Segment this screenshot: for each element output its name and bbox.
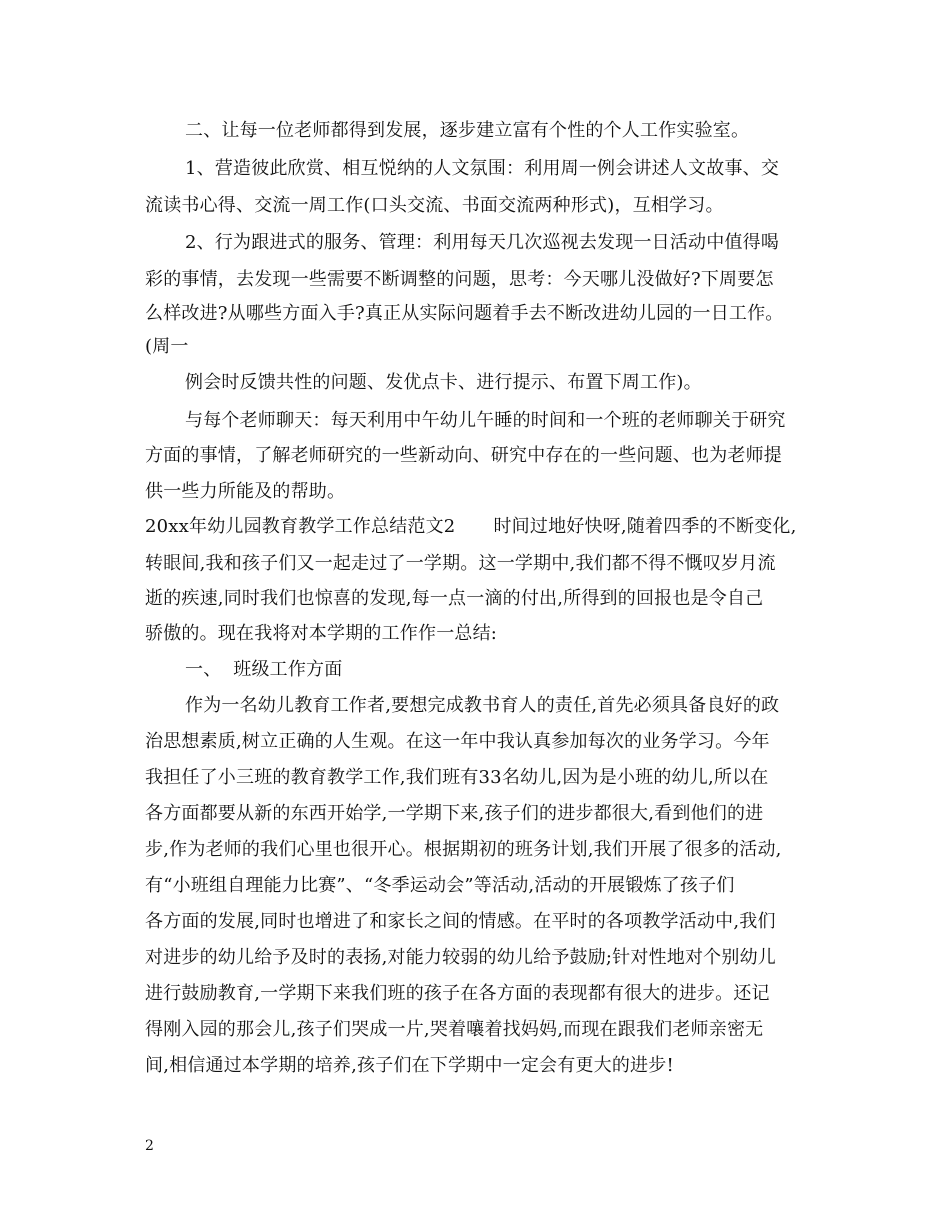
paragraph-line: 我担任了小三班的教育教学工作,我们班有33名幼儿,因为是小班的幼儿,所以在 xyxy=(145,767,769,788)
paragraph-line: (周一 xyxy=(145,336,189,357)
paragraph-line: 有“小班组自理能力比赛”、“冬季运动会”等活动,活动的开展锻炼了孩子们 xyxy=(145,875,735,896)
paragraph-line: 治思想素质,树立正确的人生观。在这一年中我认真参加每次的业务学习。今年 xyxy=(145,731,770,752)
paragraph-line: 各方面的发展,同时也增进了和家长之间的情感。在平时的各项教学活动中,我们 xyxy=(145,911,776,932)
paragraph-line: 进行鼓励教育,一学期下来我们班的孩子在各方面的表现都有很大的进步。还记 xyxy=(145,983,770,1004)
paragraph-line: 作为一名幼儿教育工作者,要想完成教书育人的责任,首先必须具备良好的政 xyxy=(185,695,780,716)
paragraph-line: 供一些力所能及的帮助。 xyxy=(145,481,346,502)
paragraph-line: 逝的疾速,同时我们也惊喜的发现,每一点一滴的付出,所得到的回报也是令自己 xyxy=(145,588,764,609)
paragraph-line: 与每个老师聊天：每天利用中午幼儿午睡的时间和一个班的老师聊关于研究 xyxy=(185,410,786,431)
section-title: 20xx年幼儿园教育教学工作总结范文2 xyxy=(145,516,456,537)
paragraph-text: 时间过地好快呀,随着四季的不断变化, xyxy=(493,516,797,537)
paragraph-line: 流读书心得、交流一周工作(口头交流、书面交流两种形式)，互相学习。 xyxy=(145,195,724,216)
paragraph-line: 2、行为跟进式的服务、管理：利用每天几次巡视去发现一日活动中值得喝 xyxy=(185,232,780,253)
paragraph-line: 彩的事情，去发现一些需要不断调整的问题，思考：今天哪儿没做好?下周要怎 xyxy=(145,269,774,290)
paragraph-line: 得刚入园的那会儿,孩子们哭成一片,哭着嚷着找妈妈,而现在跟我们老师亲密无 xyxy=(145,1019,764,1040)
paragraph-line: 方面的事情，了解老师研究的一些新动向、研究中存在的一些问题、也为老师提 xyxy=(145,445,782,466)
paragraph-line: 各方面都要从新的东西开始学,一学期下来,孩子们的进步都很大,看到他们的进 xyxy=(145,803,764,824)
paragraph-line: 么样改进?从哪些方面入手?真正从实际问题着手去不断改进幼儿园的一日工作。 xyxy=(145,303,784,324)
paragraph-line: 间,相信通过本学期的培养,孩子们在下学期中一定会有更大的进步! xyxy=(145,1055,674,1076)
paragraph-line: 对进步的幼儿给予及时的表扬,对能力较弱的幼儿给予鼓励;针对性地对个别幼儿 xyxy=(145,947,776,968)
paragraph-line: 骄傲的。现在我将对本学期的工作作一总结: xyxy=(145,623,498,644)
paragraph-line: 转眼间,我和孩子们又一起走过了一学期。这一学期中,我们都不得不慨叹岁月流 xyxy=(145,553,776,574)
paragraph-line: 1、营造彼此欣赏、相互悦纳的人文氛围：利用周一例会讲述人文故事、交 xyxy=(185,158,780,179)
paragraph-line: 例会时反馈共性的问题、发优点卡、进行提示、布置下周工作)。 xyxy=(185,372,702,393)
paragraph-line: 步,作为老师的我们心里也很开心。根据期初的班务计划,我们开展了很多的活动, xyxy=(145,839,782,860)
subsection-heading: 一、 班级工作方面 xyxy=(185,659,343,680)
page-number: 2 xyxy=(145,1138,154,1154)
section-title-line xyxy=(145,516,797,538)
paragraph-line: 二、让每一位老师都得到发展，逐步建立富有个性的个人工作实验室。 xyxy=(185,120,750,141)
